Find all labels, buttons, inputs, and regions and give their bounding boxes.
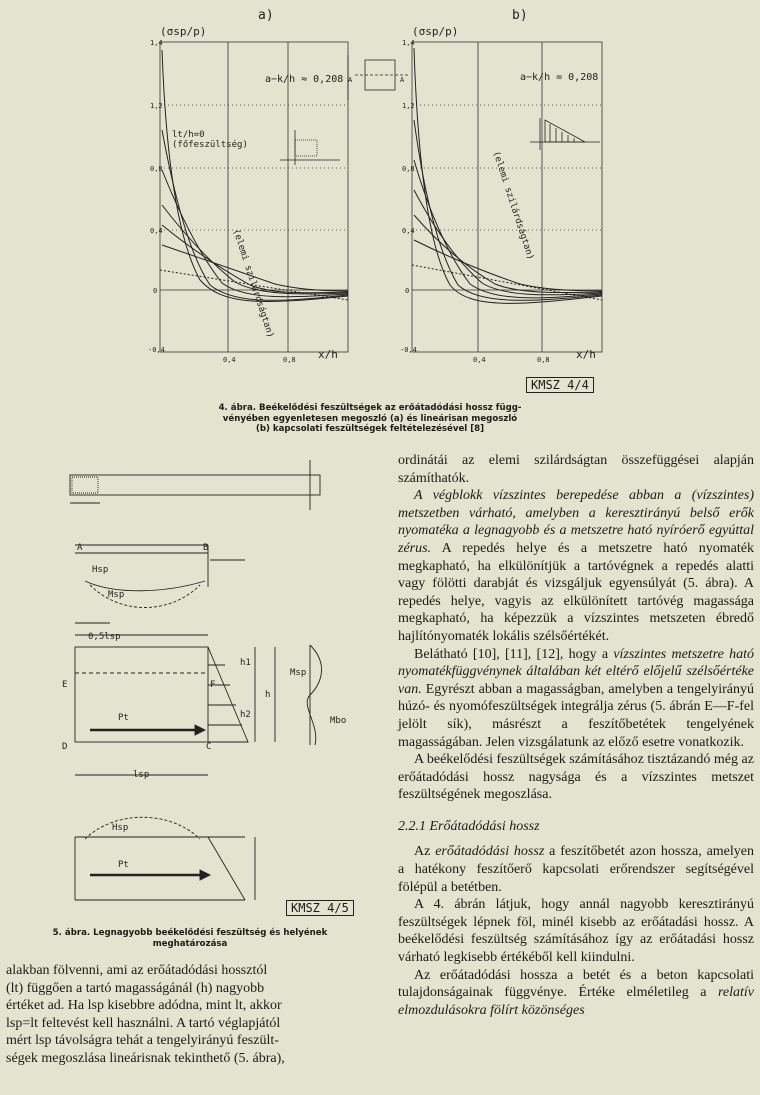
paragraph-4: A beékelődési feszültségek számításához tisztázandó még az erőátadódási hossz nagysága és a vízszintes metszet feszültségének megoszlása. — [398, 752, 754, 803]
paragraph-1: ordinátái az elemi szilárdságtan összefüggései alapján számíthatók. — [398, 453, 754, 486]
label-msp: Msp — [108, 590, 125, 600]
label-hsp: Hsp — [92, 565, 109, 575]
paragraph-3-italic: vízszintes metszetre ható nyomatékfüggvénynek általában két eltérő előjelű szélsőértéke van. — [398, 646, 754, 697]
label-h: h — [265, 690, 271, 700]
panel-a-curves — [160, 50, 348, 301]
paragraph-6: A 4. ábrán látjuk, hogy annál nagyobb keresztirányú feszültségek lépnek föl, minél kisebb az erőátadási hossz. A beékelődési feszültség számításához így az erőátadási hossz várható legkisebb értékéből kell kiindulni. — [398, 897, 754, 966]
fig4-stamp: KMSZ 4/4 — [526, 377, 594, 393]
paragraph-7 — [398, 967, 754, 1020]
figure-5-diagram — [30, 455, 370, 925]
x-axis-label-b: x/h — [576, 348, 596, 361]
svg-text:-0,4: -0,4 — [400, 346, 417, 354]
paragraph-3-start: Belátható [10], [11], [12], hogy a — [414, 646, 614, 662]
label-hsp-2: Hsp — [112, 823, 129, 833]
paragraph-7-start: Az erőátadódási hossza a betét és a beton kapcsolati tulajdonságainak függvénye. Értéke elméletileg a — [398, 967, 754, 1001]
svg-text:1,4: 1,4 — [150, 39, 163, 47]
fig5-stamp: KMSZ 4/5 — [286, 900, 354, 916]
left-line: ségek megoszlása lineárisnak tekinthető (5. ábra), — [6, 1050, 285, 1066]
left-column-text — [6, 962, 362, 1068]
paragraph-3 — [398, 646, 754, 752]
label-half-lsp: 0,5lsp — [88, 632, 121, 642]
paragraph-5 — [398, 843, 754, 896]
fig4-caption-line: (b) kapcsolati feszültségek feltételezésével [8] — [255, 424, 485, 434]
label-h2: h2 — [240, 710, 251, 720]
paragraph-2-italic: A végblokk vízszintes berepedése abban a (vízszintes) metszetben várható, amelyben a keresztirányú belső erők nyomatéka a legnagyobb és a metszetre ható nyíróerő egyúttal zérus. — [398, 488, 754, 556]
label-B: B — [203, 543, 209, 553]
svg-text:1,4: 1,4 — [402, 39, 415, 47]
label-D: D — [62, 742, 68, 752]
label-F: F — [210, 680, 216, 690]
svg-text:1,2: 1,2 — [150, 102, 163, 110]
svg-text:0: 0 — [405, 287, 410, 295]
paragraph-3-rest: Egyrészt abban a magasságban, amelyben a tengelyirányú húzó- és nyomófeszültségek integrálja zérus (5. ábrán E—F-fel jelölt sík), másrészt a feszítőbetétek tengelyének magasságában. Jelen vizsgálatunk az előző esetre vonatkozik. — [398, 681, 754, 750]
left-line: értéket ad. Ha lsp kisebbre adódna, mint lt, akkor — [6, 998, 282, 1014]
figure-4-plots — [0, 0, 760, 400]
left-line: (lt) függően a tartó magasságánál (h) nagyobb — [6, 980, 265, 996]
right-column-text — [398, 452, 754, 1019]
fig4-caption-line: 4. ábra. Beékelődési feszültségek az erőátadódási hossz függ- — [218, 403, 522, 413]
paragraph-5-rest: a feszítőbetét azon hossza, amelyen a hatékony feszítőerő kapcsolati erőrendszer segítségével fölépül a betétben. — [398, 844, 754, 895]
label-pt-2: Pt — [118, 860, 129, 870]
panel-a-uniform-label: lt/h=0 (főfeszültség) — [172, 130, 248, 150]
panel-a-ratio: a−k/h ≈ 0,208 — [265, 74, 344, 85]
panel-b-ratio: a−k/h = 0,208 — [520, 72, 599, 83]
left-line: lsp=lt feltevést kell használni. A tartó véglapjától — [6, 1015, 281, 1031]
label-mbo: Mbo — [330, 716, 347, 726]
paragraph-5-italic: erőátadódási hossz — [435, 844, 545, 860]
paragraph-7-italic: relatív elmozdulásokra fölírt közönséges — [398, 985, 754, 1018]
svg-text:0,4: 0,4 — [223, 356, 236, 364]
svg-text:0,4: 0,4 — [473, 356, 486, 364]
label-msp-2: Msp — [290, 668, 307, 678]
section-heading: 2.2.1 Erőátadódási hossz — [398, 818, 540, 834]
svg-text:0,8: 0,8 — [150, 165, 163, 173]
panel-b-inset — [530, 118, 600, 150]
panel-a-label: a) — [258, 8, 274, 23]
fig5-caption-line: meghatározása — [152, 938, 228, 949]
panel-b-ticks — [400, 39, 550, 364]
label-C: C — [206, 742, 212, 752]
y-axis-label-b: (σsp/p) — [412, 25, 459, 38]
label-pt: Pt — [118, 713, 129, 723]
svg-text:0,8: 0,8 — [537, 356, 550, 364]
y-axis-label-a: (σsp/p) — [160, 25, 207, 38]
panel-a-ticks — [148, 39, 296, 364]
panel-a-inset-A2: A — [400, 76, 405, 84]
paragraph-2-rest: A repedés helye és a metszetre ható nyomaték megkapható, ha elkülönítjük a tartóvégnek a repedés alatti vagy fölötti darabját és vizsgáljuk egyensúlyát (5. ábra). A repedés helye, vagyis az elkülönített tartóvég magassága megkapható, ha képezzük a vízszintes metszeten ébredő hajlítónyomaték lokális szélsőértékét. — [398, 540, 754, 644]
svg-text:0,4: 0,4 — [402, 227, 415, 235]
x-axis-label-a: x/h — [318, 348, 338, 361]
svg-text:0,8: 0,8 — [402, 165, 415, 173]
svg-text:-0,4: -0,4 — [148, 346, 165, 354]
label-h1: h1 — [240, 658, 251, 668]
svg-text:0,8: 0,8 — [283, 356, 296, 364]
svg-text:0: 0 — [153, 287, 158, 295]
label-A: A — [77, 543, 83, 553]
label-lsp: lsp — [133, 770, 150, 780]
fig5-caption — [10, 928, 370, 949]
paragraph-2 — [398, 487, 754, 645]
panel-a-linear-label: (elemi szilárdságtan) — [230, 228, 276, 340]
panel-b-label: b) — [512, 8, 528, 23]
fig4-caption — [170, 403, 570, 435]
paragraph-5-start: Az — [414, 844, 436, 860]
svg-text:0,4: 0,4 — [150, 227, 163, 235]
panel-a-inset — [280, 55, 410, 165]
panel-a-inset-A: A — [348, 76, 353, 84]
svg-text:1,2: 1,2 — [402, 102, 415, 110]
left-line: mért lsp távolságra tehát a tengelyirányú feszült- — [6, 1033, 279, 1049]
label-E: E — [62, 680, 68, 690]
panel-b-linear-label: (elemi szilárdságtan) — [490, 150, 536, 262]
fig4-caption-line: vényében egyenletesen megoszló (a) és lineárisan megoszló — [222, 413, 518, 424]
left-line: alakban fölvenni, ami az erőátadódási hossztól — [6, 963, 268, 978]
fig5-caption-line: 5. ábra. Legnagyobb beékelődési feszültség és helyének — [52, 928, 328, 938]
